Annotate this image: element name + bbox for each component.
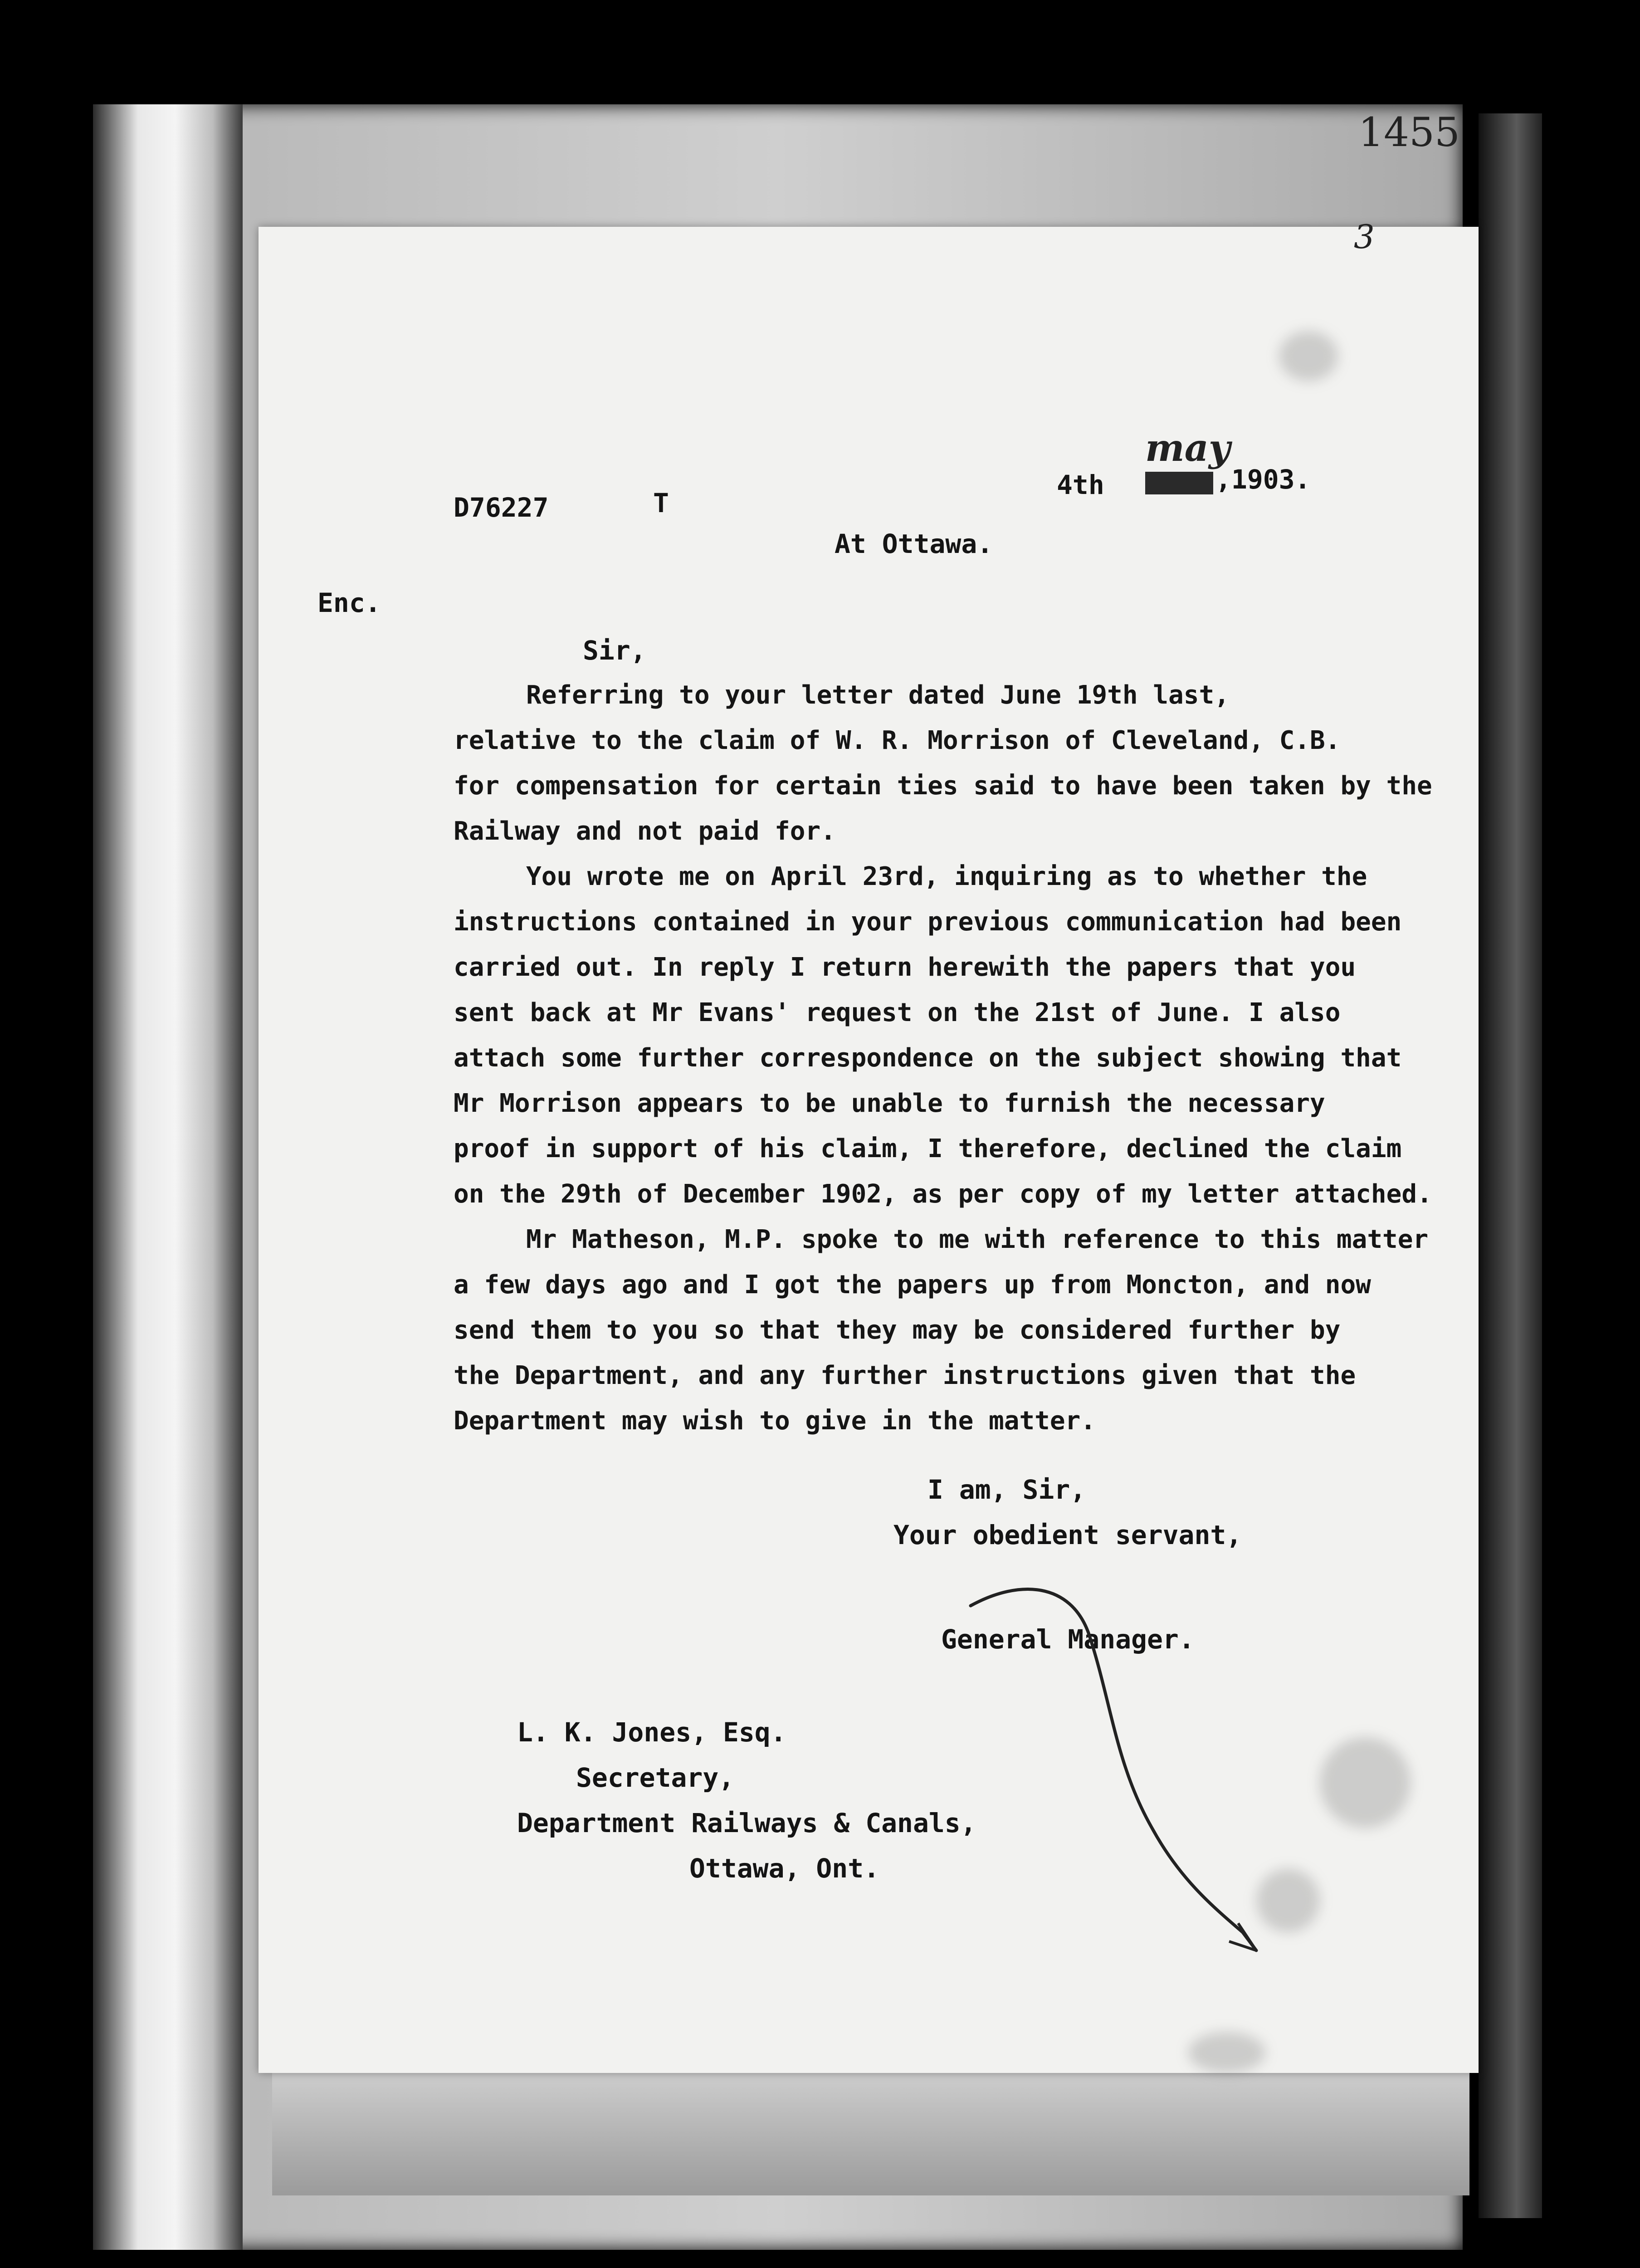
date-year: ,1903. — [1215, 464, 1311, 495]
binder-spine — [93, 104, 243, 2250]
place-line: At Ottawa. — [835, 528, 993, 559]
date-day: 4th — [1057, 469, 1104, 500]
sheet-number: 3 — [1354, 218, 1375, 256]
body-line: Referring to your letter dated June 19th last, — [526, 680, 1230, 710]
date-strikeout — [1145, 472, 1213, 494]
body-line: proof in support of his claim, I therefore, declined the claim — [454, 1134, 1402, 1163]
date-month: may — [1145, 426, 1230, 470]
closing-line: Your obedient servant, — [893, 1520, 1242, 1550]
body-line: Mr Morrison appears to be unable to furnish the necessary — [454, 1089, 1325, 1118]
body-line: a few days ago and I got the papers up from Moncton, and now — [454, 1270, 1371, 1300]
body-line: for compensation for certain ties said to have been taken by the — [454, 771, 1432, 801]
body-line: You wrote me on April 23rd, inquiring as to whether the — [526, 862, 1367, 891]
letter-body — [454, 680, 1497, 1452]
addressee-name: L. K. Jones, Esq. — [517, 1717, 786, 1748]
reference-number: D76227 — [454, 492, 549, 523]
enclosure-note: Enc. — [317, 587, 381, 618]
addressee-title: Secretary, — [576, 1762, 735, 1793]
salutation: Sir, — [583, 635, 646, 666]
addressee-city: Ottawa, Ont. — [689, 1853, 880, 1884]
paper-smudge — [1188, 2032, 1265, 2073]
body-line: instructions contained in your previous communication had been — [454, 907, 1402, 937]
body-line: on the 29th of December 1902, as per copy of my letter attached. — [454, 1179, 1432, 1209]
signature-flourish — [966, 1569, 1284, 1978]
underlying-sheet — [272, 2068, 1469, 2195]
body-line: Railway and not paid for. — [454, 816, 836, 846]
reference-mark: T — [653, 488, 669, 518]
paper-smudge — [1279, 331, 1338, 381]
body-line: Mr Matheson, M.P. spoke to me with reference to this matter — [526, 1225, 1429, 1254]
body-line: attach some further correspondence on the subject showing that — [454, 1043, 1402, 1073]
letter-sheet — [259, 218, 1479, 2073]
body-line: relative to the claim of W. R. Morrison of Cleveland, C.B. — [454, 726, 1341, 755]
body-line: carried out. In reply I return herewith the papers that you — [454, 953, 1356, 982]
signature-title: General Manager. — [941, 1624, 1195, 1655]
body-line: the Department, and any further instructions given that the — [454, 1361, 1356, 1390]
paper-smudge — [1320, 1737, 1411, 1828]
body-line: send them to you so that they may be considered further by — [454, 1315, 1341, 1345]
closing-line: I am, Sir, — [927, 1474, 1086, 1505]
body-line: Department may wish to give in the matter. — [454, 1406, 1096, 1436]
addressee-department: Department Railways & Canals, — [517, 1808, 976, 1838]
body-line: sent back at Mr Evans' request on the 21st of June. I also — [454, 998, 1341, 1027]
page-number: 1455 — [1358, 109, 1460, 156]
